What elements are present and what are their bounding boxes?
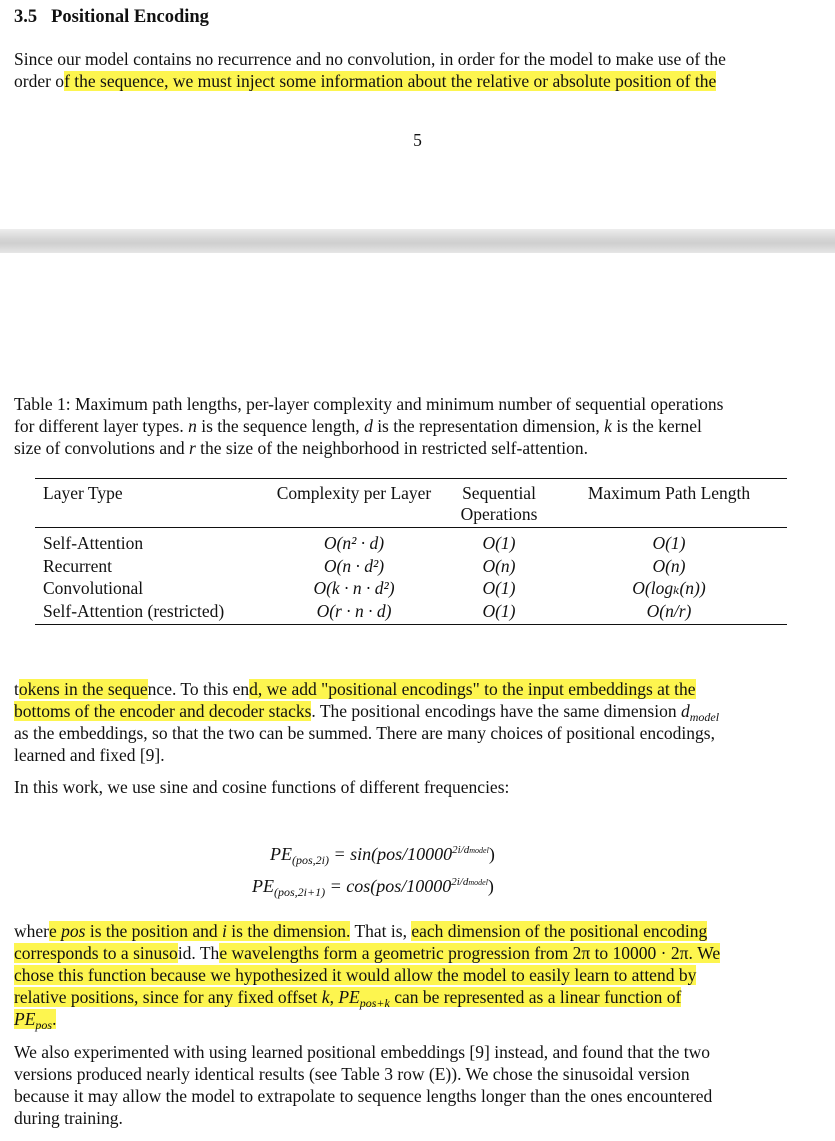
table-header-row	[35, 479, 787, 528]
table-caption-line-3	[14, 437, 588, 459]
math-var: k	[321, 987, 330, 1007]
cell-sequential-ops: O(1)	[482, 533, 516, 553]
para3-line-5	[14, 1008, 56, 1036]
section-heading	[14, 7, 209, 28]
cell-sequential-ops: O(1)	[482, 578, 516, 598]
math-var: PE	[252, 876, 274, 896]
table-caption-line-1: Table 1: Maximum path lengths, per-layer complexity and minimum number of sequential operations	[14, 394, 724, 414]
math-var: r	[188, 438, 196, 458]
para3-line-4	[14, 986, 681, 1014]
math-paren: )	[488, 844, 495, 864]
cell-sequential-ops: O(1)	[482, 600, 516, 621]
text-run: size of convolutions and	[14, 438, 185, 458]
equation-1	[270, 844, 495, 868]
para4-line-4: during training.	[14, 1108, 123, 1128]
text-run: order o	[14, 71, 65, 91]
text-run: for different layer types.	[14, 416, 184, 436]
exp-text: 2i/d	[451, 876, 469, 888]
math-paren: )	[487, 876, 494, 896]
cell-complexity: O(r · n · d)	[316, 600, 392, 621]
para4-line-2: versions produced nearly identical results (see Table 3 row (E)). We chose the sinusoidal version	[14, 1064, 690, 1084]
text-run: . The positional encodings have the same dimension	[311, 701, 677, 721]
complexity-table	[35, 478, 787, 625]
header-sequential-ops: Sequential Operations	[460, 483, 538, 524]
highlight: bottoms of the encoder and decoder stacks	[14, 701, 312, 721]
section-title: Positional Encoding	[51, 7, 209, 27]
text-run: is the kernel	[616, 416, 702, 436]
section-number: 3.5	[14, 7, 38, 27]
table-row	[35, 577, 787, 600]
table-row	[35, 600, 787, 625]
para1-line-4: learned and fixed [9].	[14, 745, 165, 765]
highlight	[49, 921, 350, 941]
text-run: is the position and	[89, 921, 218, 941]
text-run: the size of the neighborhood in restricted self-attention.	[200, 438, 588, 458]
text-run: is the representation dimension,	[377, 416, 600, 436]
math-exponent	[452, 844, 489, 856]
cell-complexity: O(n · d²)	[323, 555, 385, 576]
text-run: ,	[329, 987, 334, 1007]
highlight: chose this function because we hypothesized it would allow the model to easily learn to attend by	[14, 965, 697, 985]
text-run: id. Th	[177, 943, 220, 963]
text-run: relative positions, since for any fixed offset	[14, 987, 318, 1007]
text-run: can be represented as a linear function of	[394, 987, 682, 1007]
text-run: nce. To this en	[147, 679, 250, 699]
intro-line-1: Since our model contains no recurrence and no convolution, in order for the model to make use of the	[14, 49, 726, 69]
cell-max-path: O(1)	[652, 533, 686, 553]
text-run: wher	[14, 921, 49, 941]
para1-line-1	[14, 678, 696, 700]
math-var: i	[222, 921, 227, 941]
highlight: e wavelengths form a geometric progression from 2π to 10000 · 2π. We	[219, 943, 721, 963]
math-var: PE	[14, 1009, 36, 1029]
cell-layer-type: Self-Attention	[43, 533, 144, 553]
para2: In this work, we use sine and cosine functions of different frequencies:	[14, 777, 510, 797]
math-subscript: pos	[35, 1018, 53, 1032]
highlight: each dimension of the positional encoding	[411, 921, 708, 941]
math-var: pos	[61, 921, 86, 941]
exp-subscript: model	[468, 878, 488, 887]
highlight: corresponds to a sinuso	[14, 943, 178, 963]
math-exponent	[451, 876, 488, 888]
text-run: is the dimension.	[231, 921, 351, 941]
para4-line-3: because it may allow the model to extrapolate to sequence lengths longer than the ones encountered	[14, 1086, 713, 1106]
math-var: d	[364, 416, 373, 436]
cell-max-path: O(logₖ(n))	[632, 578, 706, 598]
highlight	[14, 1009, 57, 1032]
cell-layer-type: Self-Attention (restricted)	[43, 600, 225, 621]
cell-complexity: O(k · n · d²)	[313, 578, 395, 598]
highlight	[14, 987, 682, 1010]
table-caption-line-2	[14, 415, 702, 437]
text-run: That is,	[350, 921, 412, 941]
para3-line-2	[14, 942, 720, 964]
cell-layer-type: Convolutional	[43, 578, 144, 598]
highlight: okens in the seque	[18, 679, 148, 699]
page-number: 5	[413, 130, 422, 150]
cell-layer-type: Recurrent	[43, 555, 112, 576]
math-subscript: pos+k	[359, 996, 390, 1010]
highlight: f the sequence, we must inject some information about the relative or absolute position of the	[64, 71, 717, 91]
para3-line-3	[14, 964, 696, 986]
math-var: PE	[270, 844, 292, 864]
page-divider	[0, 229, 835, 253]
text-run: .	[52, 1009, 57, 1029]
exp-text: 2i/d	[452, 844, 470, 856]
cell-complexity: O(n² · d)	[323, 533, 385, 553]
math-var: PE	[338, 987, 360, 1007]
math-var: n	[188, 416, 197, 436]
cell-max-path: O(n)	[652, 555, 686, 576]
cell-max-path: O(n/r)	[646, 600, 692, 621]
equation-2	[252, 876, 494, 900]
math-var: k	[604, 416, 612, 436]
math-subscript: model	[689, 710, 720, 724]
para4-line-1: We also experimented with using learned positional embeddings [9] instead, and found that the two	[14, 1042, 710, 1062]
math-var: d	[680, 701, 690, 721]
table-row	[35, 555, 787, 578]
cell-sequential-ops: O(n)	[482, 555, 516, 576]
exp-subscript: model	[469, 846, 489, 855]
math-subscript: (pos,2i+1)	[274, 885, 326, 899]
header-max-path-length: Maximum Path Length	[587, 483, 751, 503]
text-run: e	[48, 921, 57, 941]
text-run: is the sequence length,	[201, 416, 360, 436]
table-row	[35, 528, 787, 555]
math-expr: = cos(pos/10000	[329, 876, 452, 896]
para1-line-3: as the embeddings, so that the two can be summed. There are many choices of positional encodings,	[14, 723, 715, 743]
intro-line-2	[14, 70, 716, 92]
text-run: t	[14, 679, 19, 699]
para3-line-1	[14, 920, 707, 942]
math-subscript: (pos,2i)	[292, 853, 329, 867]
header-layer-type: Layer Type	[43, 483, 123, 503]
header-complexity: Complexity per Layer	[276, 483, 432, 503]
highlight: d, we add "positional encodings" to the input embeddings at the	[249, 679, 696, 699]
math-expr: = sin(pos/10000	[333, 844, 453, 864]
